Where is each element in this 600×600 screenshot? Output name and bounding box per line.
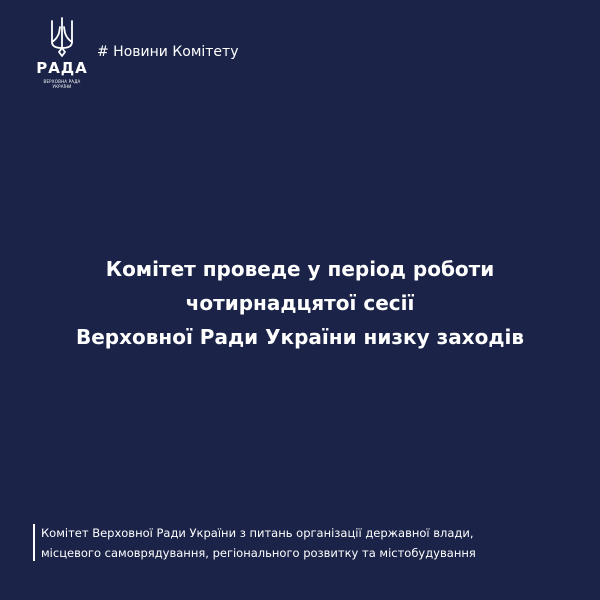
logo-wordmark: РАДА xyxy=(36,59,88,77)
headline-line-1: Комітет проведе у період роботи xyxy=(105,257,495,281)
committee-caption-line-1: Комітет Верховної Ради України з питань організації державної влади, xyxy=(41,526,474,540)
news-hashtag: # Новини Комітету xyxy=(97,44,239,60)
headline xyxy=(0,252,600,354)
logo-subtitle-line-2: УКРАЇНИ xyxy=(52,84,72,89)
logo xyxy=(34,17,90,91)
headline-line-2: чотирнадцятої сесії xyxy=(185,291,415,315)
footer-accent-bar xyxy=(33,524,35,561)
committee-caption xyxy=(41,523,476,563)
logo-subtitle-line-1: ВЕРХОВНА РАДА xyxy=(43,79,81,84)
headline-line-3: Верховної Ради України низку заходів xyxy=(76,325,524,349)
trident-icon xyxy=(49,17,75,57)
logo-subtitle xyxy=(34,79,90,89)
committee-caption-line-2: місцевого самоврядування, регіонального розвитку та містобудування xyxy=(41,546,476,560)
